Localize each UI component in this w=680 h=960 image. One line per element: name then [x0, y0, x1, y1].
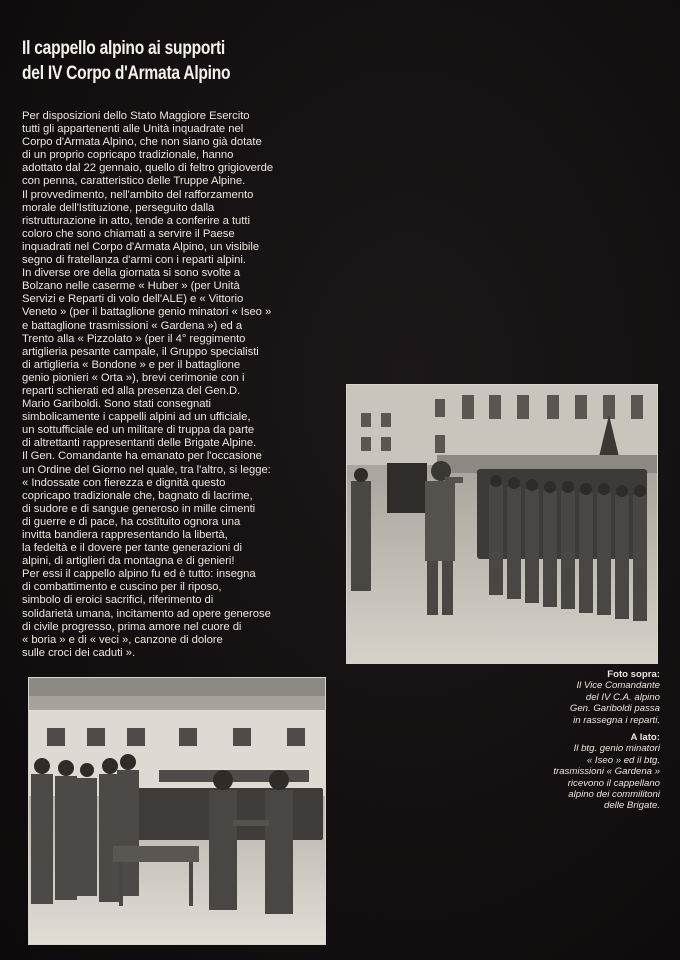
- body-line: alpini, di artiglieri da montagna e di genieri!: [22, 555, 235, 568]
- body-line: reparti schierati ed alla presenza del Gen.D.: [22, 384, 241, 397]
- body-line: invitta bandiera rappresentando la libertà,: [22, 529, 228, 541]
- body-line: Trento alla « Pizzolato » (per il 4° reggimento: [22, 332, 246, 345]
- body-line: solidarietà umana, incitamento ad opere generose: [22, 607, 271, 620]
- body-line: tutti gli appartenenti alle Unità inquadrate nel: [22, 123, 244, 136]
- body-line: copricapo tradizionale che, bagnato di lacrime,: [22, 489, 253, 502]
- body-line: e battaglione trasmissioni « Gardena ») ed a: [22, 319, 243, 332]
- caption-top-heading: Foto sopra:: [607, 669, 660, 680]
- body-line: sulle croci dei caduti ».: [22, 646, 136, 659]
- body-line: un Ordine del Giorno nel quale, tra l'altro, si legge:: [22, 463, 271, 476]
- caption-side-photo: [470, 732, 660, 812]
- body-line: con penna, caratteristico delle Truppe Alpine.: [22, 175, 246, 188]
- photo-inspection: [346, 384, 658, 664]
- caption-top-photo: [470, 669, 660, 726]
- body-line: Servizi e Reparti di volo dell'ALE) e « Vittorio: [22, 293, 244, 306]
- body-line: Il provvedimento, nell'ambito del rafforzamento: [22, 188, 254, 201]
- body-line: di sudore e di sangue generoso in mille cimenti: [22, 502, 256, 515]
- caption-line: del IV C.A. alpino: [585, 691, 660, 703]
- body-line: simbolo di eroici sacrifici, riferimento di: [22, 594, 214, 607]
- body-line: adottato dal 22 gennaio, quello di feltro grigioverde: [22, 162, 274, 175]
- caption-line: delle Brigate.: [604, 800, 660, 812]
- caption-line: ricevono il cappellano: [567, 777, 660, 789]
- body-line: simbolicamente i cappelli alpini ad un ufficiale,: [22, 411, 251, 424]
- body-line: Bolzano nelle caserme « Huber » (per Unità: [22, 280, 240, 293]
- caption-line: trasmissioni « Gardena »: [553, 766, 660, 778]
- body-line: di combattimento e cuscino per il riposo,: [22, 581, 222, 594]
- body-line: di artiglieria « Bondone » e per il battaglione: [22, 358, 241, 371]
- caption-line: Il btg. genio minatori: [573, 743, 660, 755]
- title-line-2: del IV Corpo d'Armata Alpino: [22, 63, 231, 84]
- body-line: artiglieria pesante campale, il Gruppo specialisti: [22, 345, 259, 358]
- caption-side-text: [470, 743, 660, 811]
- body-line: Il Gen. Comandante ha emanato per l'occasione: [22, 450, 262, 463]
- body-line: Veneto » (per il battaglione genio minatori « Iseo »: [22, 306, 272, 319]
- body-line: In diverse ore della giornata si sono svolte a: [22, 267, 241, 280]
- body-line: segno di fratellanza d'armi con i reparti alpini.: [22, 254, 246, 267]
- caption-line: « Iseo » ed il btg.: [586, 754, 660, 766]
- body-line: inquadrati nel Corpo d'Armata Alpino, un visibile: [22, 240, 260, 253]
- body-line: Mario Gariboldi. Sono stati consegnati: [22, 398, 211, 411]
- body-line: di guerre e di pace, ha costituito ognora una: [22, 515, 241, 528]
- caption-line: Gen. Gariboldi passa: [569, 703, 660, 715]
- body-line: morale dell'Istituzione, perseguito dalla: [22, 201, 215, 214]
- body-line: di un proprio copricapo tradizionale, hanno: [22, 149, 234, 162]
- photo-ceremony: [28, 677, 326, 945]
- body-line: di civile progresso, prima amore nel cuore di: [22, 620, 242, 633]
- body-line: la fedeltà e il dovere per tante generazioni di: [22, 542, 242, 555]
- photo-inspection-image: [347, 385, 657, 663]
- body-line: coloro che sono chiamati a servire il Paese: [22, 227, 235, 240]
- body-line: un sottufficiale ed un militare di truppa da parte: [22, 424, 255, 437]
- article-title: [22, 36, 284, 86]
- body-line: Corpo d'Armata Alpino, che non siano già dotate: [22, 136, 262, 149]
- caption-line: in rassegna i reparti.: [573, 714, 660, 726]
- photo-ceremony-image: [29, 678, 325, 944]
- body-line: ristrutturazione in atto, tende a conferire a tutti: [22, 214, 250, 227]
- body-line: genio pionieri « Orta »), brevi cerimonie con i: [22, 371, 245, 384]
- caption-top-text: [470, 680, 660, 726]
- body-line: di altrettanti rappresentanti delle Brigate Alpine.: [22, 437, 257, 450]
- caption-side-heading: A lato:: [630, 732, 660, 743]
- caption-line: Il Vice Comandante: [576, 680, 660, 692]
- body-line: Per essi il cappello alpino fu ed è tutto: insegna: [22, 568, 256, 581]
- title-line-1: Il cappello alpino ai supporti: [22, 38, 225, 59]
- body-line: Per disposizioni dello Stato Maggiore Esercito: [22, 110, 250, 122]
- article-body: [22, 110, 324, 660]
- body-line: « boria » e di « veci », canzone di dolore: [22, 633, 223, 646]
- caption-line: alpino dei commilitoni: [568, 789, 660, 801]
- body-line: « Indossate con fierezza e dignità questo: [22, 476, 226, 489]
